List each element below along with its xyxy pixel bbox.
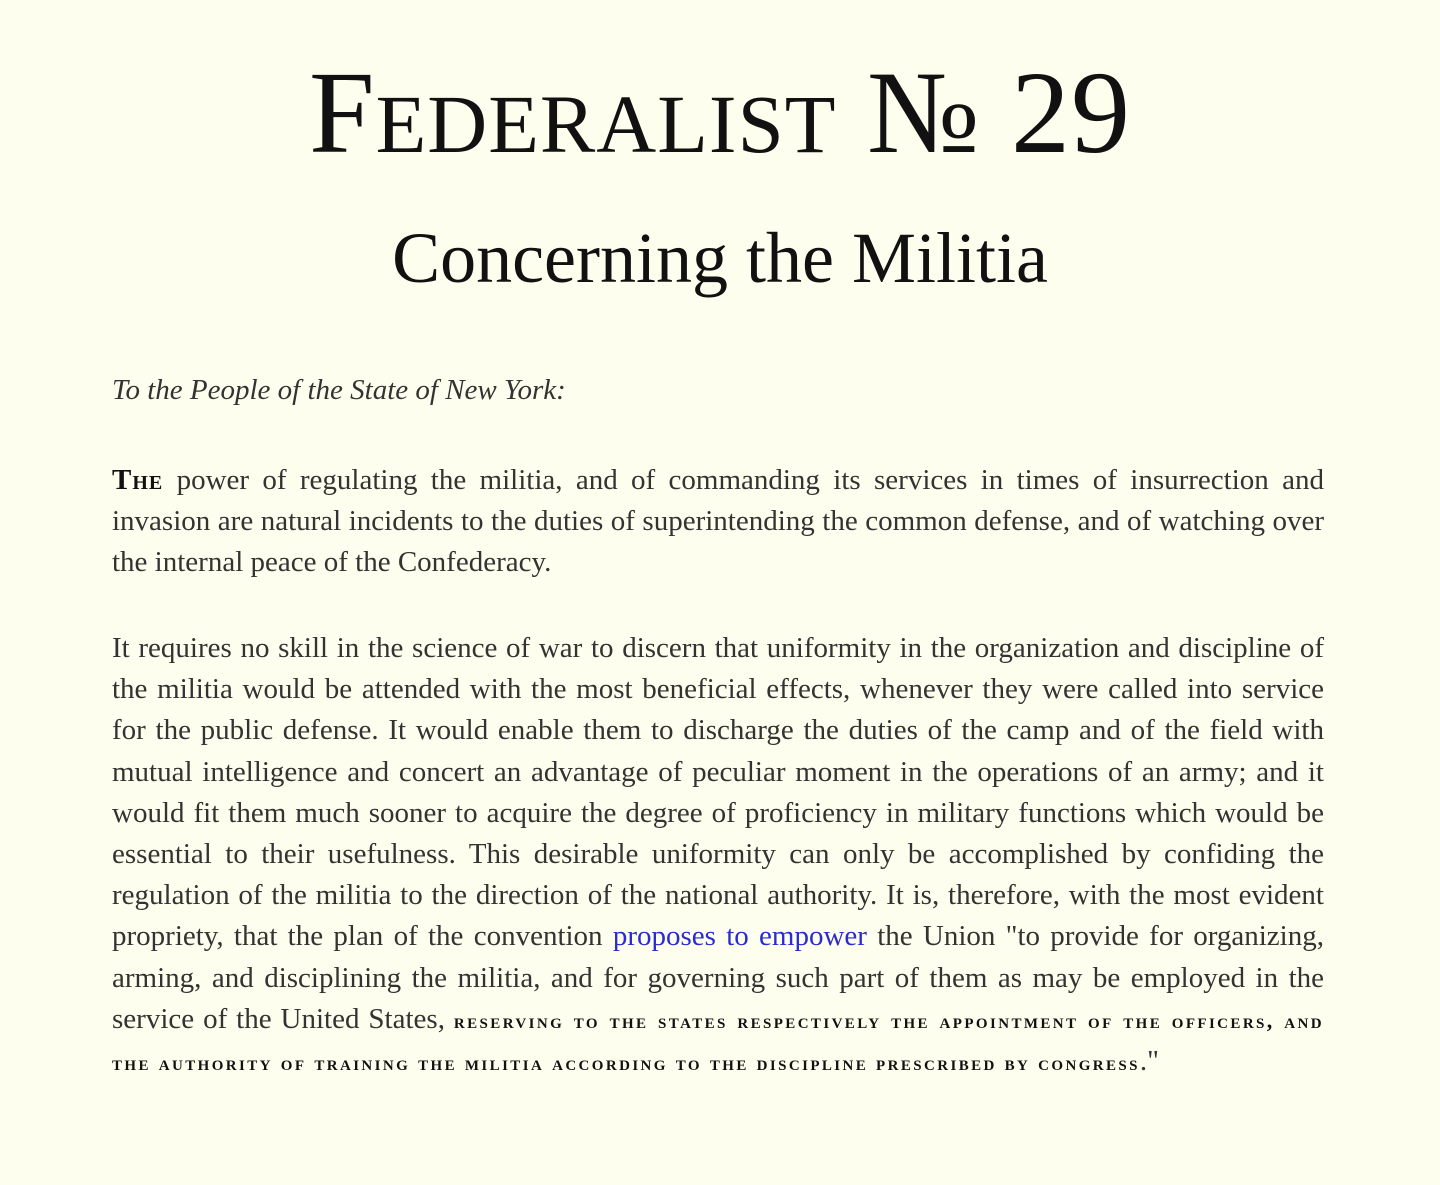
paragraph-2-text-after-link: the Union "to provide for organizing, arming, and disciplining the militia, and for governing such part of them as may be employed in the service of the United States, <box>112 920 1324 1035</box>
salutation: To the People of the State of New York: <box>112 374 566 406</box>
paragraph-1-lead: The <box>112 464 164 496</box>
page-subtitle: Concerning the Militia <box>392 218 1048 298</box>
paragraph-1-text: power of regulating the militia, and of commanding its services in times of insurrection and invasion are natural incidents to the duties of superintending the common defense, and of watching over the internal peace of the Confederacy. <box>112 464 1324 579</box>
paragraph-2 <box>112 628 1324 1083</box>
paragraph-2-quoted-caps: reserving to the states respectively the appointment of the officers, and the authority of training the militia according to the discipline prescribed by congress <box>112 1007 1324 1076</box>
page-title: Federalist № 29 <box>308 47 1132 178</box>
paragraph-1 <box>112 460 1324 584</box>
paragraph-2-closing: ." <box>1139 1045 1159 1078</box>
proposes-to-empower-link[interactable]: proposes to empower <box>612 920 867 953</box>
paragraph-2-text-before-link: It requires no skill in the science of war to discern that uniformity in the organization and discipline of the militia would be attended with the most beneficial effects, whenever they were called into service for the public defense. It would enable them to discharge the duties of the camp and of the field with mutual intelligence and concert an advantage of peculiar moment in the operations of an army; and it would fit them much sooner to acquire the degree of proficiency in military functions which would be essential to their usefulness. This desirable uniformity can only be accomplished by confiding the regulation of the militia to the direction of the national authority. It is, therefore, with the most evident propriety, that the plan of the convention <box>112 632 1324 953</box>
